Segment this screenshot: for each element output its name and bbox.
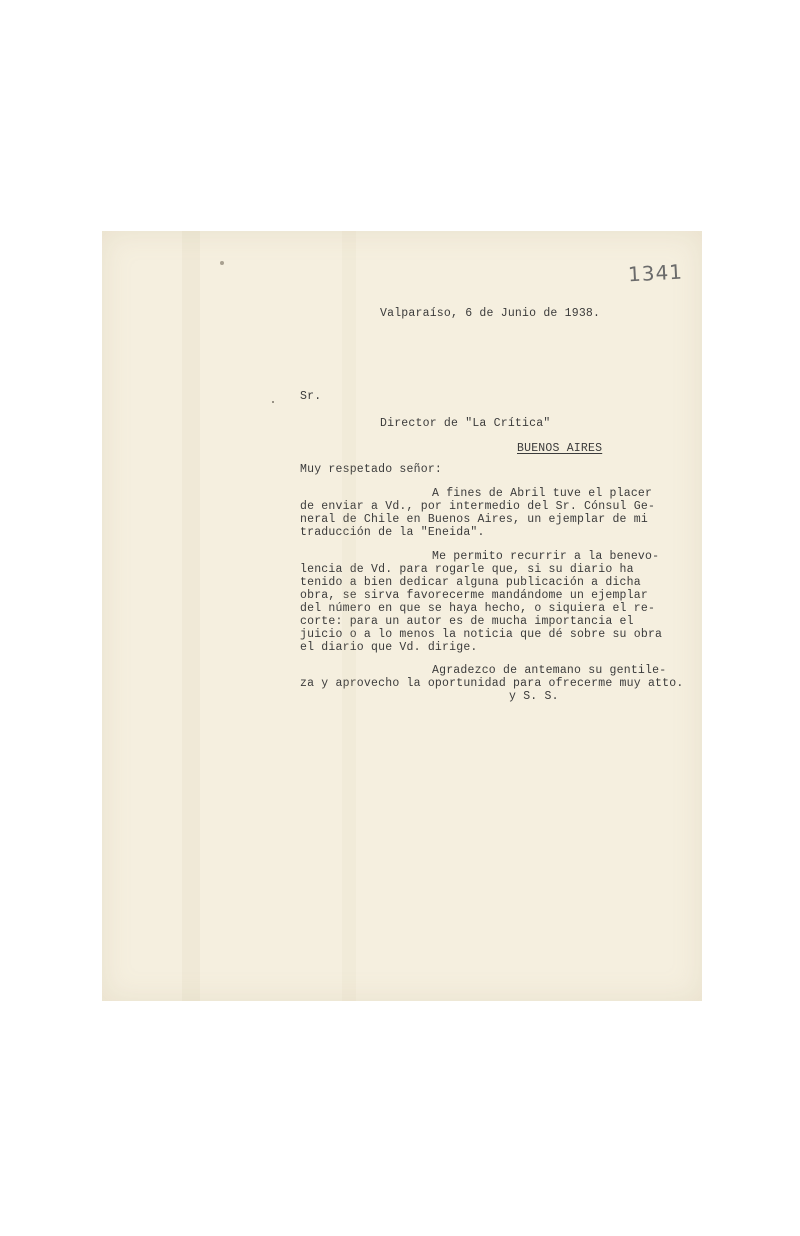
paragraph2-line: Me permito recurrir a la benevo- xyxy=(432,550,660,563)
paragraph3-line: za y aprovecho la oportunidad para ofrecerme muy atto. xyxy=(300,677,684,690)
salutation-title: Sr. xyxy=(300,390,322,403)
paper-mark xyxy=(272,401,274,403)
addressee: Director de "La Crítica" xyxy=(380,417,551,430)
date-line: Valparaíso, 6 de Junio de 1938. xyxy=(380,307,601,320)
letter-sheet xyxy=(102,231,702,1001)
addressee-city: BUENOS AIRES xyxy=(517,442,603,455)
paragraph2-line: juicio o a lo menos la noticia que dé sobre su obra xyxy=(300,628,663,641)
paper-mark xyxy=(220,261,224,265)
paragraph2-line: del número en que se haya hecho, o siquiera el re- xyxy=(300,602,656,615)
paragraph2-line: tenido a bien dedicar alguna publicación a dicha xyxy=(300,576,641,589)
paragraph2-line: corte: para un autor es de mucha importancia el xyxy=(300,615,634,628)
paragraph1-line: traducción de la "Eneida". xyxy=(300,526,485,539)
paragraph3-line: Agradezco de antemano su gentile- xyxy=(432,664,667,677)
paragraph1-line: A fines de Abril tuve el placer xyxy=(432,487,653,500)
paragraph2-line: obra, se sirva favorecerme mandándome un ejemplar xyxy=(300,589,648,602)
paragraph2-line: lencia de Vd. para rogarle que, si su diario ha xyxy=(300,563,634,576)
paragraph1-line: neral de Chile en Buenos Aires, un ejemplar de mi xyxy=(300,513,648,526)
closing-signoff: y S. S. xyxy=(509,690,559,703)
greeting: Muy respetado señor: xyxy=(300,463,443,476)
paragraph2-line: el diario que Vd. dirige. xyxy=(300,641,478,654)
folio-number: 1341 xyxy=(627,259,684,287)
paragraph1-line: de enviar a Vd., por intermedio del Sr. Cónsul Ge- xyxy=(300,500,656,513)
